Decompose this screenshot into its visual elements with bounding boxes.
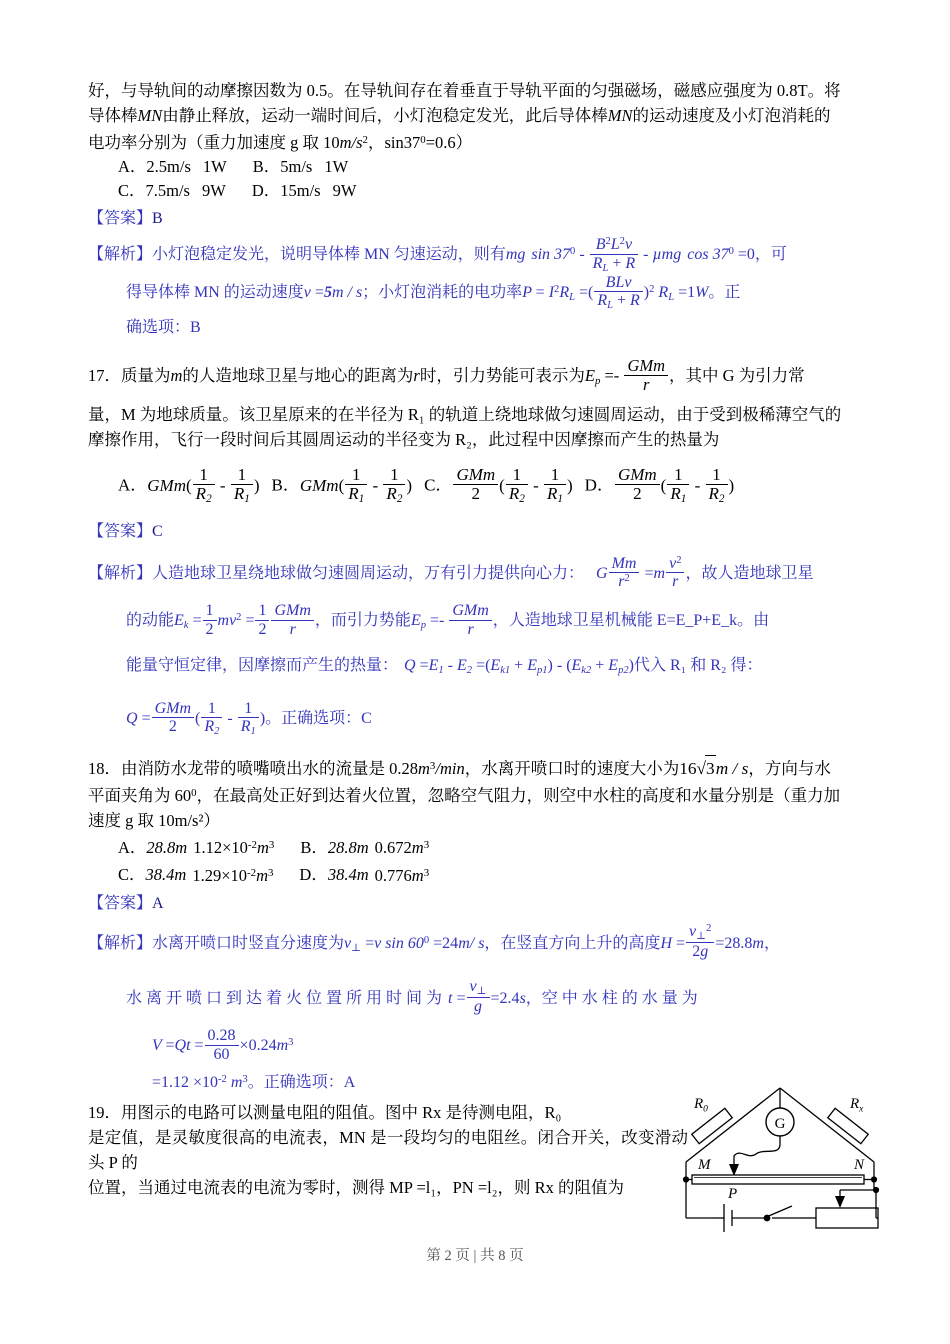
q18-answer-tag: 【答案】 [88,894,153,912]
q18-equation-3: t = $\frac{v_\perp}{g}$ =2.4s [448,977,526,1016]
q17-sol-text2c: ，人造地球卫星机械能 E=E_P+E_k。由 [492,612,770,630]
q18-answer-line [88,892,874,915]
circuit-label-n: N [854,1156,865,1173]
q18-sol-text1c: ， [763,934,780,952]
q17-equation-ep: $E_p$ =- GMm r [585,366,669,385]
q18-option-c-v1: 38.4m [145,865,187,885]
q17-sol-text2a: 的动能 [126,612,175,630]
q19-line3: 位置，当通过电流表的电流为零时，测得 MP =l₁，PN =l₂，则 Rx 的阻值为 [88,1177,624,1197]
q16-mn-1: MN [137,106,163,125]
switch-pivot-dot [764,1215,771,1222]
circuit-label-rx: $R_x$ [850,1095,864,1115]
q16-option-d-val2: 9W [332,181,357,201]
q17-answer-line [88,520,874,543]
q18-option-b-v2: $0.672m^3$ [374,838,430,858]
q17-body-c: 时，引力势能可表示为 [419,366,585,386]
q16-mn-2: MN [607,106,633,125]
q18-option-a-v1: 28.8m [146,838,188,858]
q17-solution-line4 [88,700,874,738]
q17-sol-text1: 人造地球卫星绕地球做匀速圆周运动，万有引力提供向心力： [152,564,585,582]
q16-solution-text5: 。正 [708,283,741,301]
page-content [88,78,874,1200]
q16-l2a: 导体棒 [88,106,138,125]
q16-option-b-val1: 5m/s [280,157,313,177]
q16-l3a: 电功率分别为（重力加速度 g 取 10 [88,133,340,153]
node-dot-rheostat [873,1187,879,1193]
question-17 [88,357,874,738]
q18-equation-1: $v_\perp =v$ $\sin 60^0 =24m/$ s [344,934,485,954]
q18-sol-answer: A [343,1073,356,1091]
q16-unit-sup: 2 [362,134,368,146]
q18-unit-flow: $m^3/\min$ [418,759,465,778]
q18-option-b-v1: 28.8m [327,838,369,858]
q17-body-d: ，其中 G 为引力常 [669,366,805,386]
q17-option-d-expr: GMm 2 ( $\frac{1}{R_1}$ - $\frac{1}{R_2}$ ) [614,476,734,495]
q16-option-c-label[interactable]: C． [118,181,146,201]
q16-equation-2: v =5m / s [303,283,363,301]
q16-body-line2 [88,103,874,128]
q16-option-a-val1: 2.5m/s [146,157,191,177]
q18-sol-text2b: ，空 中 水 柱 的 水 量 为 [525,989,698,1007]
q18-equation-4: V =Qt = $\frac{0.28}{60}$ $\times 0.24m^3$ [152,1027,294,1063]
q18-option-d-v1: 38.4m [327,865,369,885]
circuit-label-galvanometer: G [774,1115,786,1132]
question-18 [88,754,874,1098]
q19-line2: 是定值，是灵敏度很高的电流表，MN 是一段均匀的电阻丝。闭合开关，改变滑动头 P 的 [88,1127,688,1172]
circuit-label-m: M [698,1156,711,1173]
q18-option-b-label[interactable]: B． [300,838,328,858]
q17-body-b: 的人造地球卫星与地心的距离为 [182,366,414,386]
q19-number: 19． [88,1102,121,1122]
q16-option-c-val2: 9W [201,181,226,201]
q16-answer-value: B [152,210,163,228]
question-16-continuation [88,78,874,343]
q16-l2c: 的运动速度及小灯泡消耗的 [632,106,831,125]
q17-option-b-expr: GMm( $\frac{1}{R_1}$ - $\frac{1}{R_2}$ ) [299,465,413,506]
q18-solution-line1 [88,923,874,964]
q16-unit-ms: m/s [339,133,363,153]
node-dot-n [871,1176,877,1182]
node-dot-m [683,1176,689,1182]
q17-option-a-label[interactable]: A． [118,475,148,495]
q16-l3b: ，sin37 [367,133,421,153]
q19-text-block [88,1100,688,1200]
q16-option-b-val2: 1W [324,157,349,177]
q16-l3c: =0.6） [425,133,473,153]
q17-equation-2: $E_k$ = $\frac{1}{2}$ $mv^2$ = $\frac{1}{2}$ GMm r [174,612,315,629]
q16-l2b: 由静止释放，运动一端时间后，小灯泡稳定发光，此后导体棒 [162,106,608,125]
q18-line1a: 由消防水龙带的喷嘴喷出水的流量是 0.28 [121,759,418,778]
q17-answer-tag: 【答案】 [88,522,153,540]
q18-options-row-1 [88,833,874,860]
q16-options-row-1 [88,155,874,179]
q16-option-d-label[interactable]: D． [251,181,281,201]
q18-option-c-label[interactable]: C． [118,865,146,885]
q16-equation-1: mg $\sin 37^0$ - $\frac{B^2L^2v}{R_L + R}$ - µmg $\cos 37^0 =0$ [505,236,755,274]
q17-equation-5: Q = GMm 2 ( $\frac{1}{R_2}$ - $\frac{1}{R_1}$ ) [126,700,266,738]
q18-line2a: 平面夹角为 60 [88,786,192,806]
q16-solution-line2 [88,274,874,313]
q16-option-a-val2: 1W [202,157,227,177]
q16-answer-line [88,207,874,230]
q17-sol-text3b: 代入 R₁ 和 R₂ 得： [633,657,763,675]
q17-equation-3: $E_p$ =- GMm r [411,612,493,629]
q18-answer-value: A [152,894,164,912]
q18-sol-text3: 。正确选项： [247,1073,344,1091]
q17-option-d-label[interactable]: D． [584,475,614,495]
q17-line1 [88,357,874,394]
q19-line1-text: 用图示的电路可以测量电阻的阻值。图中 Rx 是待测电阻，R₀ [121,1102,562,1122]
q16-option-b-label[interactable]: B． [252,157,281,177]
q16-solution-text2: ，可 [754,246,787,264]
question-19 [88,1095,874,1202]
q17-option-b-label[interactable]: B． [271,475,300,495]
circuit-label-r0: $R_0$ [694,1095,708,1115]
q16-body-line1: 好，与导轨间的动摩擦因数为 0.5。在导轨间存在着垂直于导轨平面的匀强磁场，磁感应强度为 0.8T。将 [88,81,841,100]
q17-solution-tag: 【解析】 [88,564,153,582]
circuit-diagram [668,1086,892,1236]
q17-sol-text4: 。正确选项： [265,710,362,728]
q18-equation-2: H = $\frac{v_\perp^2}{2g}$ =28.8m [660,922,764,961]
q17-equation-1: G $\frac{Mm}{r^2}$ =m $\frac{v^2}{r}$ [596,565,685,582]
q18-options-row-2 [88,860,874,887]
q18-solution-line3 [88,1027,874,1063]
q16-options-row-2 [88,179,874,203]
circuit-label-p: P [728,1185,738,1202]
q18-option-d-v2: $0.776m^3$ [374,865,430,885]
q16-solution-text1: 小灯泡稳定发光，说明导体棒 MN 匀速运动，则有 [152,246,506,264]
q16-body-line3 [88,128,874,155]
q16-option-c-val1: 7.5m/s [145,181,190,201]
q18-solution-tag: 【解析】 [88,934,153,952]
q18-sol-text1b: ，在竖直方向上升的高度 [484,934,661,952]
q17-line3: 摩擦作用，飞行一段时间后其圆周运动的半径变为 R₂，此过程中因摩擦而产生的热量为 [88,430,720,450]
q17-var-r: r [413,366,420,386]
q16-solution-text6: 确选项： [126,318,191,336]
q18-deg-sup: 0 [191,787,197,799]
q17-option-c-label[interactable]: C． [424,475,453,495]
q16-solution-line3 [88,313,874,343]
q17-var-m: m [170,366,183,386]
q17-sol-text1b: ，故人造地球卫星 [685,564,814,582]
q17-line2: 量，M 为地球质量。该卫星原来的在半径为 R₁ 的轨道上绕地球做匀速圆周运动，由于受到极稀薄空气的 [88,405,842,425]
q18-line3: 速度 g 取 10m/s²） [88,811,220,831]
q18-line1 [88,754,874,781]
q18-line1c: ，方向与水 [748,759,831,778]
q17-answer-value: C [152,522,163,540]
q17-options-row [88,466,874,506]
q19-line1 [88,1100,688,1125]
q18-option-c-v2: $1.29\times 10^{-2}m^3$ [192,865,274,885]
q18-number: 18． [88,759,121,778]
q18-option-d-label[interactable]: D． [299,865,328,885]
q17-solution-line1 [88,555,874,591]
q17-equation-4: $Q =E_1 - E_2 =(E_{k1} + E_{p1}) - (E_{k2} + E_{p2})$ [404,657,634,677]
q16-equation-3: $P = I^2R_L$ =( BLv $R_L + R$ )$^2$ $R_L =1W$ [522,273,709,312]
q17-sol-answer: C [361,710,372,728]
q18-speed-value: 16√3m / s [679,759,748,778]
page-footer: 第 2 页 | 共 8 页 [426,1248,524,1264]
q16-solution-tag: 【解析】 [88,246,153,264]
q16-solution-line1 [88,236,874,274]
q17-body-a: 质量为 [121,366,171,386]
q18-line1b: ，水离开喷口时的速度大小为 [464,759,680,778]
q17-solution-line3 [88,651,874,686]
q18-sol-text1a: 水离开喷口时竖直分速度为 [152,934,345,952]
q16-solution-text4: ；小灯泡消耗的电功率 [362,283,523,301]
q17-option-a-expr: GMm( $\frac{1}{R_2}$ - $\frac{1}{R_1}$ ) [147,465,260,506]
q17-sol-text3a: 能量守恒定律，因摩擦而产生的热量： [126,657,399,675]
q17-solution-line2 [88,602,874,641]
q16-option-d-val1: 15m/s [280,181,321,201]
q16-answer-tag: 【答案】 [88,210,153,228]
q17-sol-text2b: ，而引力势能 [314,612,411,630]
q18-option-a-v2: $1.12\times 10^{-2}m^3$ [193,838,275,858]
q18-line2 [88,781,874,808]
q16-solution-text3: 得导体棒 MN 的运动速度 [126,283,304,301]
q18-sol-text2a: 水 离 开 喷 口 到 达 着 火 位 置 所 用 时 间 为 [126,989,443,1007]
q16-option-a-label[interactable]: A． [118,157,147,177]
q18-option-a-label[interactable]: A． [118,838,147,858]
q17-number: 17． [88,366,121,386]
q18-line2b: ，在最高处正好到达着火位置，忽略空气阻力，则空中水柱的高度和水量分别是（重力加 [196,786,841,806]
q18-solution-line2 [88,978,874,1016]
q16-deg-sup: 0 [420,134,426,146]
q16-solution-answer: B [190,318,201,336]
q17-option-c-expr: GMm 2 ( $\frac{1}{R_2}$ - $\frac{1}{R_1}$ ) [452,476,572,495]
q18-equation-5: $=1.12 \times 10^{-2}$ $m^3$ [152,1073,248,1091]
